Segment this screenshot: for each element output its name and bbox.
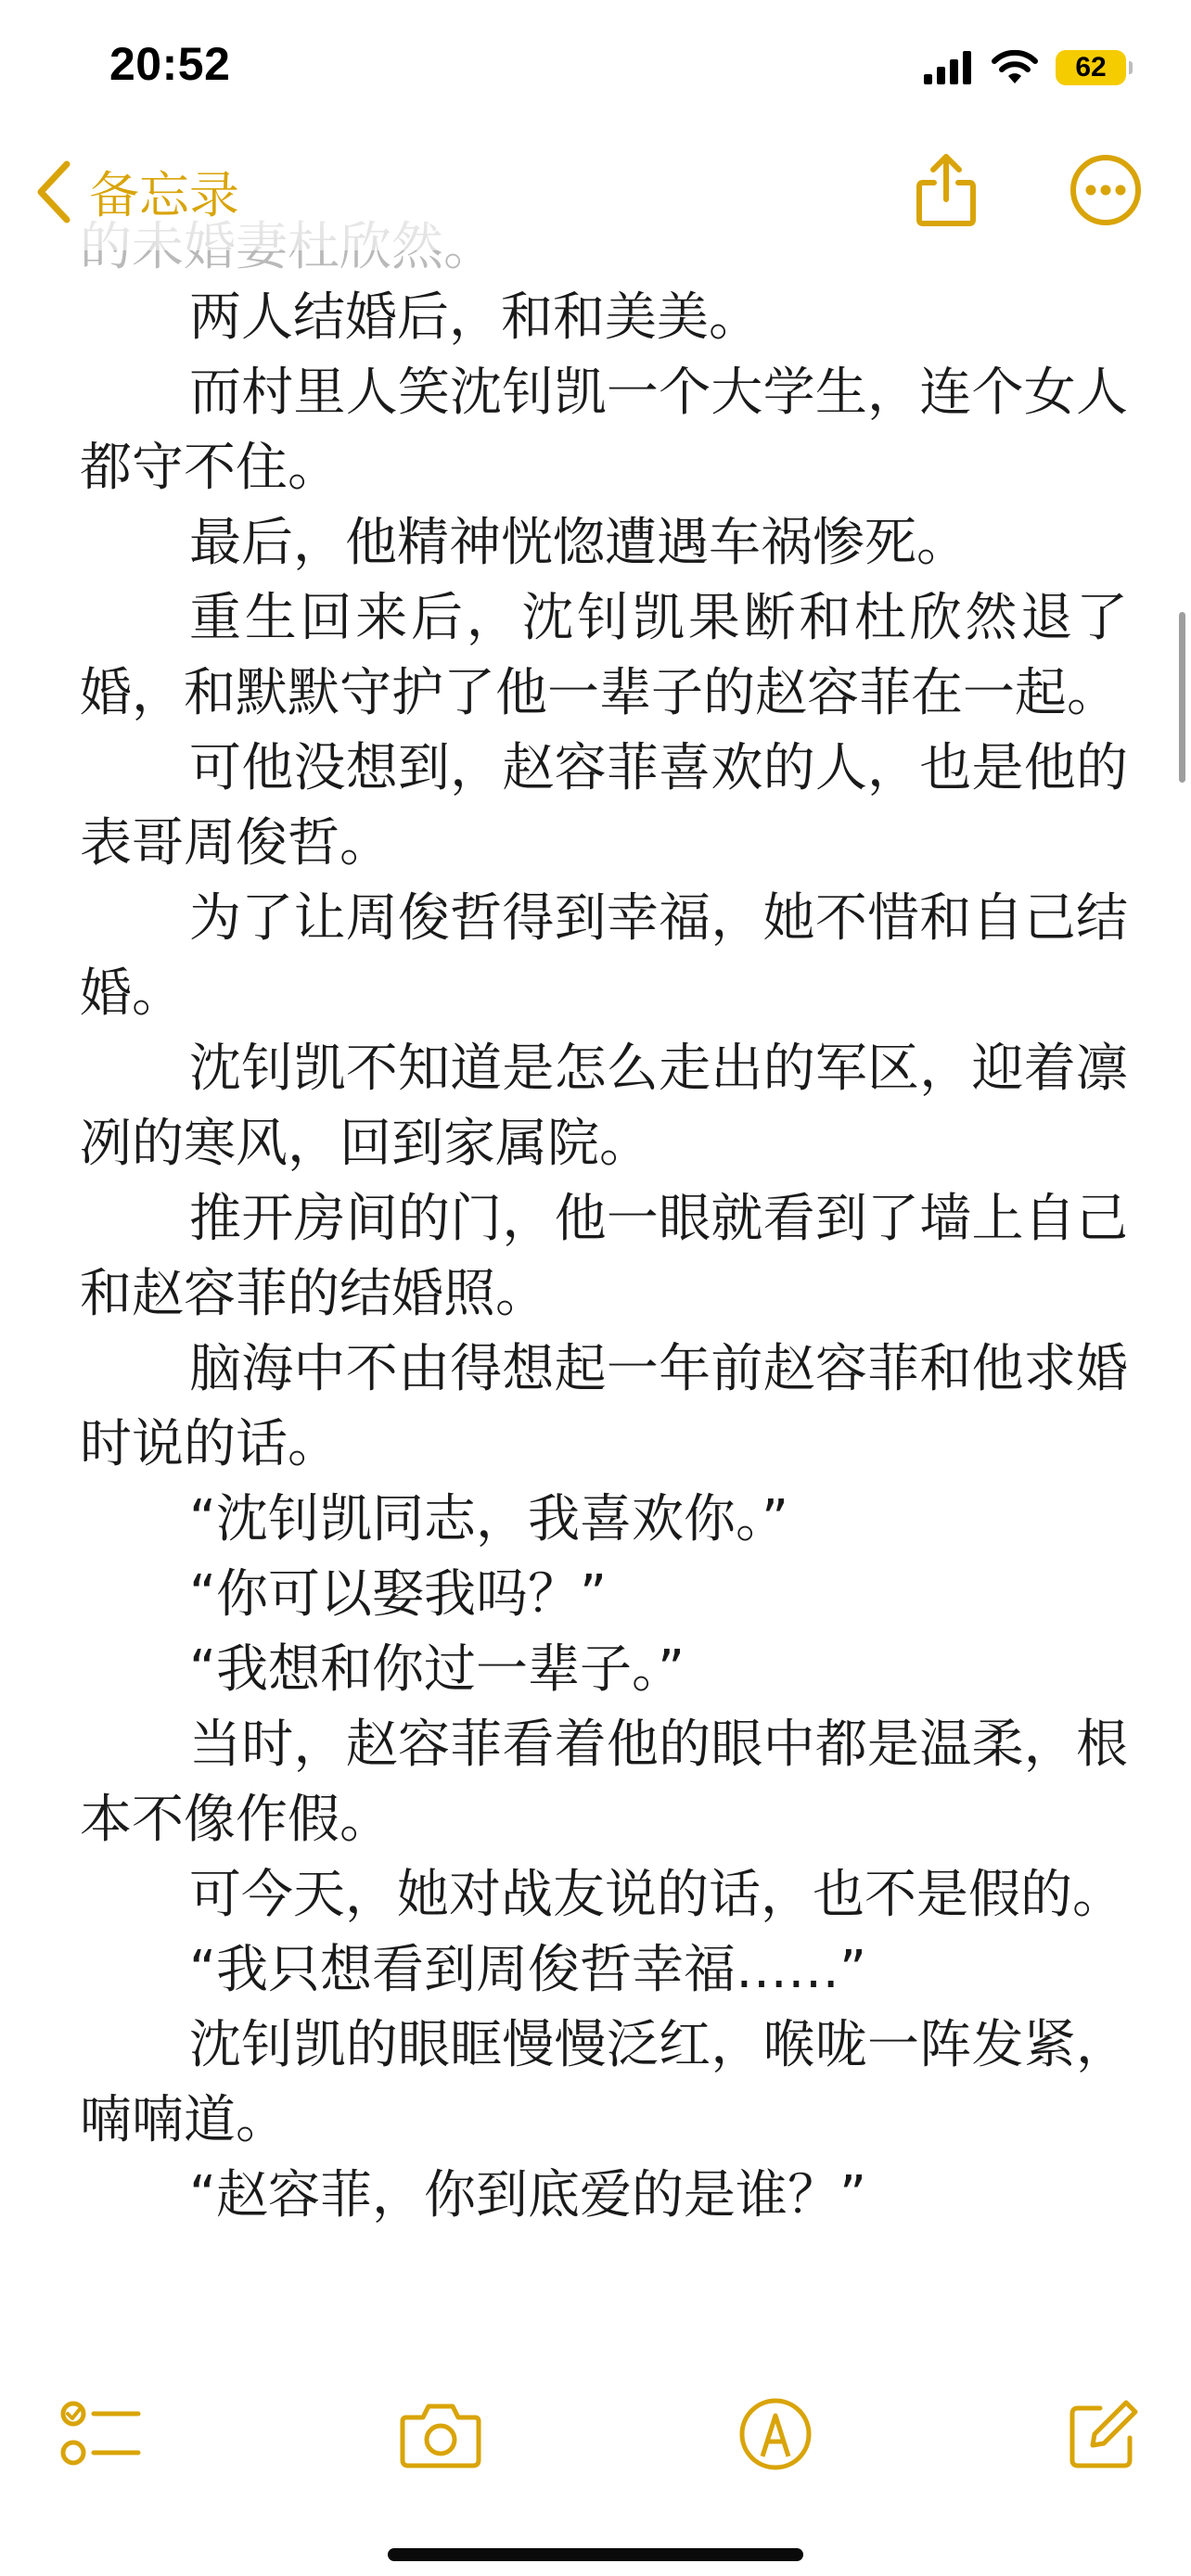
note-paragraph: “你可以娶我吗？” xyxy=(189,1564,608,1625)
status-bar xyxy=(0,0,1191,130)
scroll-indicator[interactable] xyxy=(1179,612,1185,783)
note-text xyxy=(80,280,1128,2233)
battery-icon xyxy=(1056,50,1126,85)
note-paragraph: 沈钊凯不知道是怎么走出的军区，迎着凛冽的寒风，回到家属院。 xyxy=(80,1039,1128,1174)
note-paragraph: 最后，他精神恍惚遭遇车祸惨死。 xyxy=(189,513,968,573)
wifi-icon xyxy=(991,50,1039,85)
note-paragraph: “沈钊凯同志，我喜欢你。” xyxy=(189,1489,789,1549)
note-paragraph: 可今天，她对战友说的话，也不是假的。 xyxy=(189,1865,1124,1925)
note-paragraph: 两人结婚后，和和美美。 xyxy=(189,287,761,348)
note-paragraph: 而村里人笑沈钊凯一个大学生，连个女人都守不住。 xyxy=(80,363,1128,498)
note-body[interactable] xyxy=(80,0,1128,2576)
checklist-button[interactable] xyxy=(56,2388,148,2480)
note-paragraph: “赵容菲，你到底爱的是谁？” xyxy=(189,2165,867,2225)
markup-button[interactable] xyxy=(729,2388,822,2480)
signal-icon xyxy=(924,51,974,84)
nav-bar xyxy=(0,130,1191,250)
note-paragraph: “我只想看到周俊哲幸福……” xyxy=(189,1940,867,2000)
note-paragraph: 重生回来后，沈钊凯果断和杜欣然退了婚，和默默守护了他一辈子的赵容菲在一起。 xyxy=(80,588,1128,723)
status-icons xyxy=(924,46,1126,89)
note-paragraph: 为了让周俊哲得到幸福，她不惜和自己结婚。 xyxy=(80,888,1128,1024)
compose-icon xyxy=(1067,2397,1141,2471)
camera-button[interactable] xyxy=(394,2388,487,2480)
chevron-left-icon xyxy=(35,160,72,223)
note-paragraph: 可他没想到，赵容菲喜欢的人，也是他的表哥周俊哲。 xyxy=(80,738,1128,874)
checklist-icon xyxy=(60,2397,144,2471)
back-button[interactable] xyxy=(35,156,239,227)
bottom-toolbar xyxy=(0,2388,1191,2490)
more-icon xyxy=(1069,153,1143,227)
share-button[interactable] xyxy=(904,148,988,232)
note-paragraph: “我想和你过一辈子。” xyxy=(189,1639,685,1700)
back-label: 备忘录 xyxy=(89,166,239,224)
markup-pen-icon xyxy=(736,2395,814,2473)
battery-level: 62 xyxy=(1075,52,1107,83)
share-icon xyxy=(914,151,979,229)
note-paragraph: 沈钊凯的眼眶慢慢泛红，喉咙一阵发紧，喃喃道。 xyxy=(80,2015,1128,2150)
more-button[interactable] xyxy=(1064,148,1147,232)
note-paragraph: 当时，赵容菲看着他的眼中都是温柔，根本不像作假。 xyxy=(80,1715,1128,1850)
home-indicator[interactable] xyxy=(388,2548,803,2561)
status-time: 20:52 xyxy=(109,38,231,90)
compose-button[interactable] xyxy=(1057,2388,1150,2480)
note-paragraph: 推开房间的门，他一眼就看到了墙上自己和赵容菲的结婚照。 xyxy=(80,1189,1128,1324)
camera-icon xyxy=(399,2399,482,2469)
note-paragraph: 脑海中不由得想起一年前赵容菲和他求婚时说的话。 xyxy=(80,1339,1128,1474)
